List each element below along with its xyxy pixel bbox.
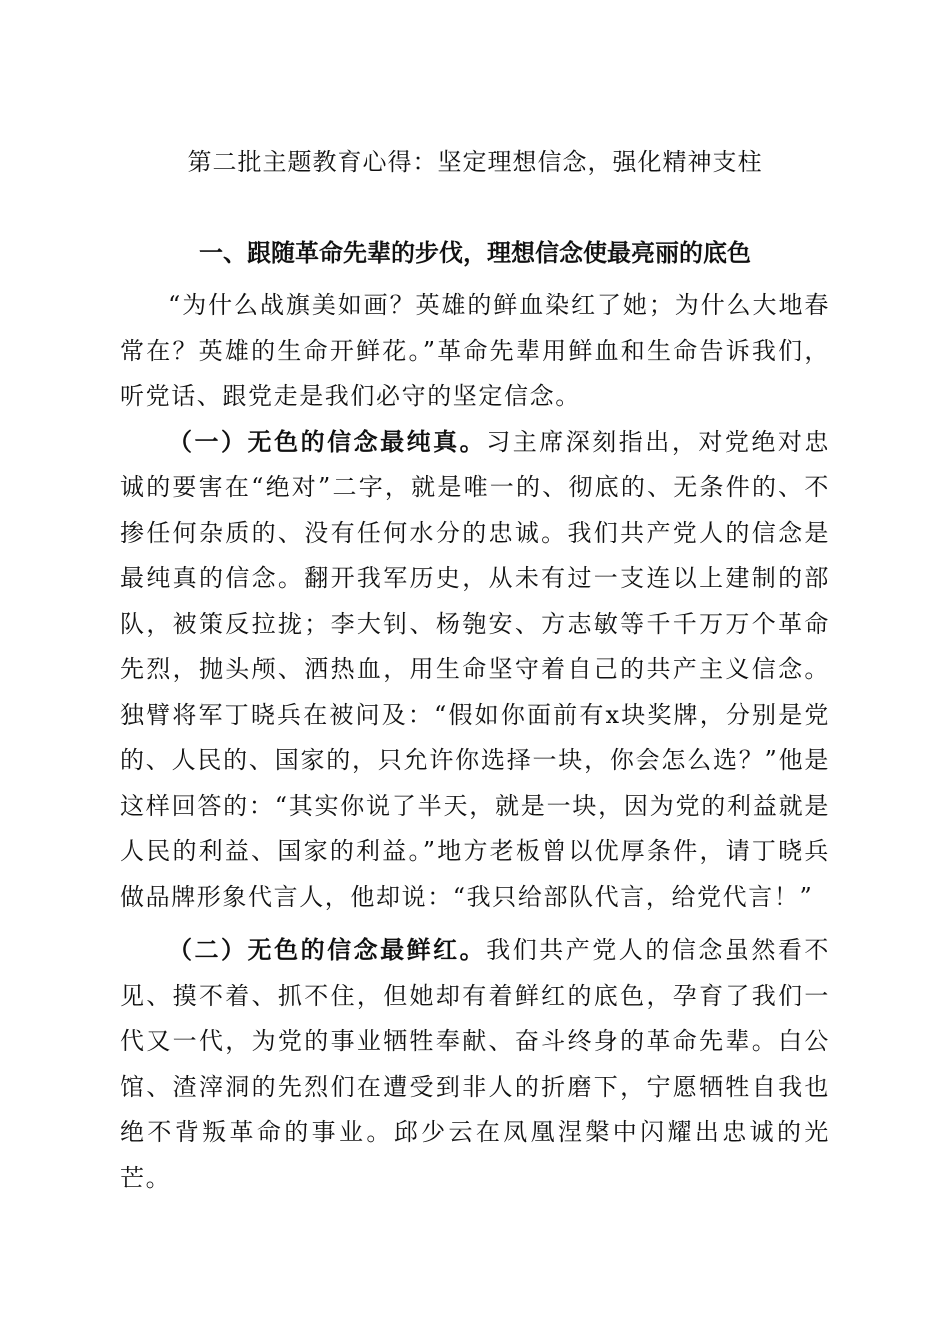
paragraph-text: 我们共产党人的信念虽然看不见、摸不着、抓不住，但她却有着鲜红的底色，孕育了我们一代又一代，为党的事业牺牲奉献、奋斗终身的革命先辈。白公馆、渣滓洞的先烈们在遭受到非人的折磨下，宁愿牺牲自我也绝不背叛革命的事业。邱少云在凤凰涅槃中闪耀出忠诚的光芒。 [120, 936, 830, 1192]
paragraph-lead: （一）无色的信念最纯真。 [168, 427, 487, 456]
paragraph-text: “为什么战旗美如画？英雄的鲜血染红了她；为什么大地春常在？英雄的生命开鲜花。”革命先辈用鲜血和生命告诉我们，听党话、跟党走是我们必守的坚定信念。 [120, 291, 830, 410]
document-body [120, 283, 830, 1201]
paragraph-text: 习主席深刻指出，对党绝对忠诚的要害在“绝对”二字，就是唯一的、彻底的、无条件的、不掺任何杂质的、没有任何水分的忠诚。我们共产党人的信念是最纯真的信念。翻开我军历史，从未有过一支连以上建制的部队，被策反拉拢；李大钊、杨匏安、方志敏等千千万万个革命先烈，抛头颅、洒热血，用生命坚守着自己的共产主义信念。独臂将军丁晓兵在被问及：“假如你面前有x块奖牌，分别是党的、人民的、国家的，只允许你选择一块，你会怎么选？”他是这样回答的：“其实你说了半天，就是一块，因为党的利益就是人民的利益、国家的利益。”地方老板曾以优厚条件，请丁晓兵做品牌形象代言人，他却说：“我只给部队代言，给党代言！” [120, 427, 830, 911]
paragraph [120, 420, 830, 921]
document-title: 第二批主题教育心得：坚定理想信念，强化精神支柱 [187, 148, 763, 176]
paragraph [120, 283, 830, 420]
section-heading: 一、跟随革命先辈的步伐，理想信念使最亮丽的底色 [199, 239, 751, 267]
paragraph [120, 928, 830, 1201]
paragraph-lead: （二）无色的信念最鲜红。 [168, 936, 487, 964]
